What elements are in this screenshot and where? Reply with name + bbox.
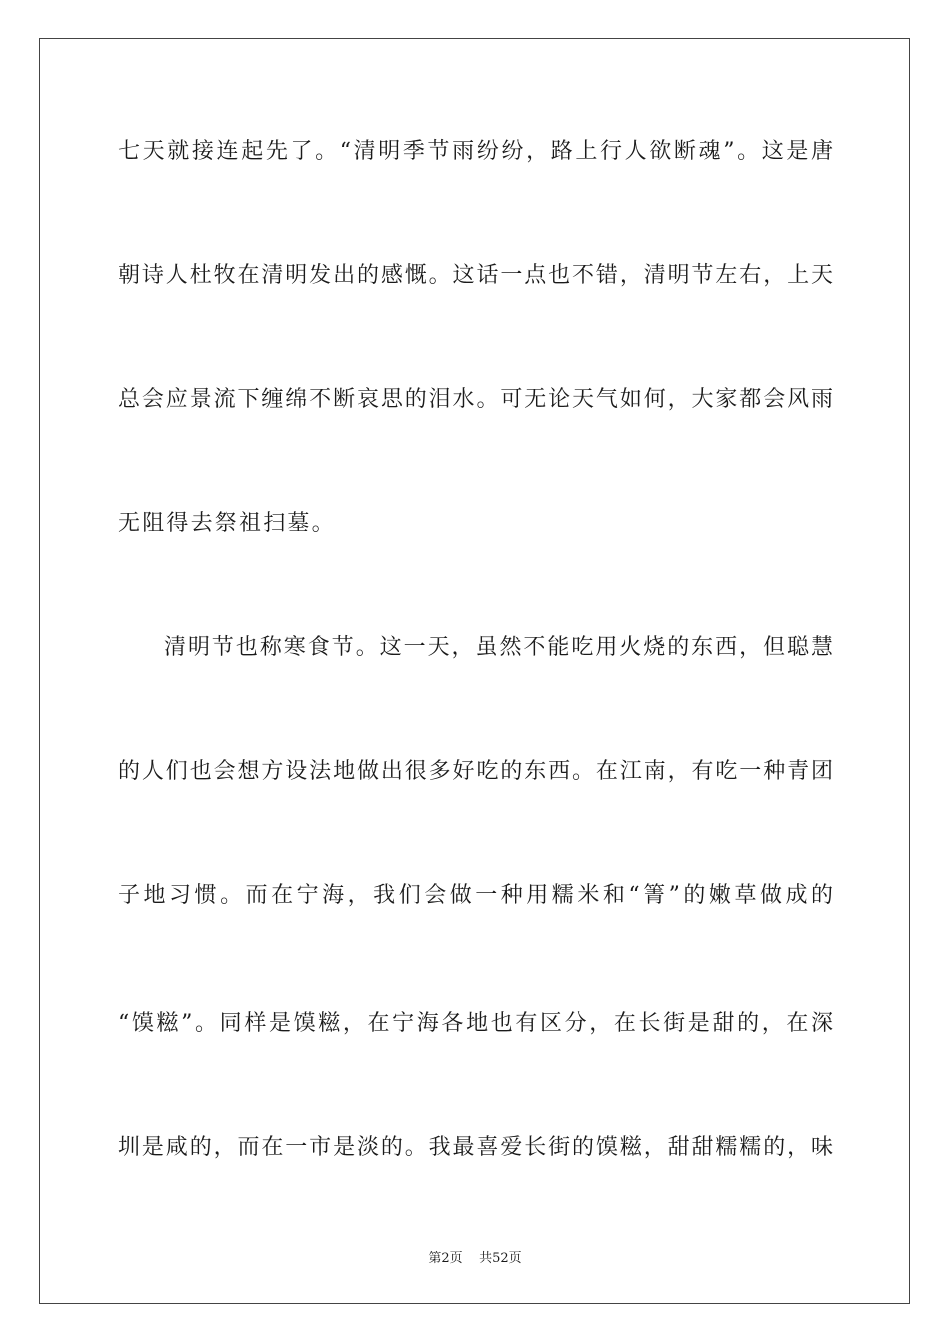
text-line-8: “馍糍”。同样是馍糍，在宁海各地也有区分，在长街是甜的，在深 <box>118 1011 833 1036</box>
text-line-9: 圳是咸的，而在一市是淡的。我最喜爱长街的馍糍，甜甜糯糯的，味 <box>118 1135 833 1160</box>
page-border <box>39 38 910 1304</box>
page-total: 共52页 <box>479 1251 522 1266</box>
text-line-3: 总会应景流下缠绵不断哀思的泪水。可无论天气如何，大家都会风雨 <box>118 387 833 412</box>
text-line-7: 子地习惯。而在宁海，我们会做一种用糯米和“箐”的嫩草做成的 <box>118 883 833 908</box>
text-line-4: 无阻得去祭祖扫墓。 <box>118 511 336 536</box>
page-number: 第2页 <box>428 1251 463 1266</box>
text-line-6: 的人们也会想方设法地做出很多好吃的东西。在江南，有吃一种青团 <box>118 759 833 784</box>
text-line-5: 清明节也称寒食节。这一天，虽然不能吃用火烧的东西，但聪慧 <box>164 635 833 660</box>
page-footer <box>0 1247 950 1266</box>
text-line-2: 朝诗人杜牧在清明发出的感慨。这话一点也不错，清明节左右，上天 <box>118 263 833 288</box>
text-line-1: 七天就接连起先了。“清明季节雨纷纷，路上行人欲断魂”。这是唐 <box>118 139 833 164</box>
